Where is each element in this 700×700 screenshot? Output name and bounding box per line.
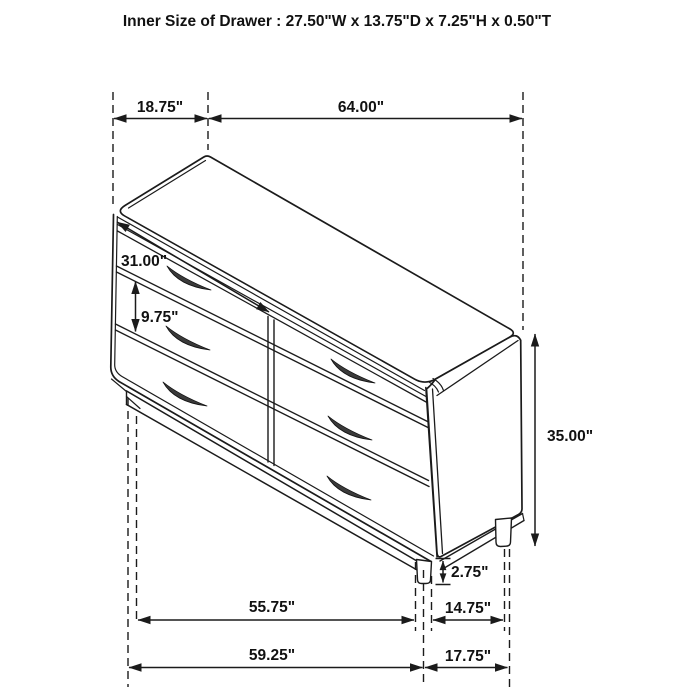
label-top-width: 64.00" bbox=[337, 99, 385, 116]
label-top-depth: 18.75" bbox=[136, 99, 184, 116]
drawing-title: Inner Size of Drawer : 27.50"W x 13.75"D x 7.25"H x 0.50"T bbox=[122, 13, 552, 30]
label-drawer-pitch: 9.75" bbox=[141, 309, 179, 326]
label-overall-height: 35.00" bbox=[547, 428, 594, 445]
rear-right-leg bbox=[496, 518, 512, 547]
label-drawer-width: 31.00" bbox=[121, 253, 168, 270]
plinth-right-back-edge bbox=[523, 514, 525, 521]
label-base-front-width: 55.75" bbox=[248, 599, 296, 616]
label-bottom-front-width: 59.25" bbox=[248, 647, 296, 664]
label-leg-height: 2.75" bbox=[451, 564, 489, 581]
label-bottom-side-width: 17.75" bbox=[444, 648, 492, 665]
dresser-illustration bbox=[111, 156, 524, 583]
label-base-side-front: 14.75" bbox=[444, 600, 492, 617]
